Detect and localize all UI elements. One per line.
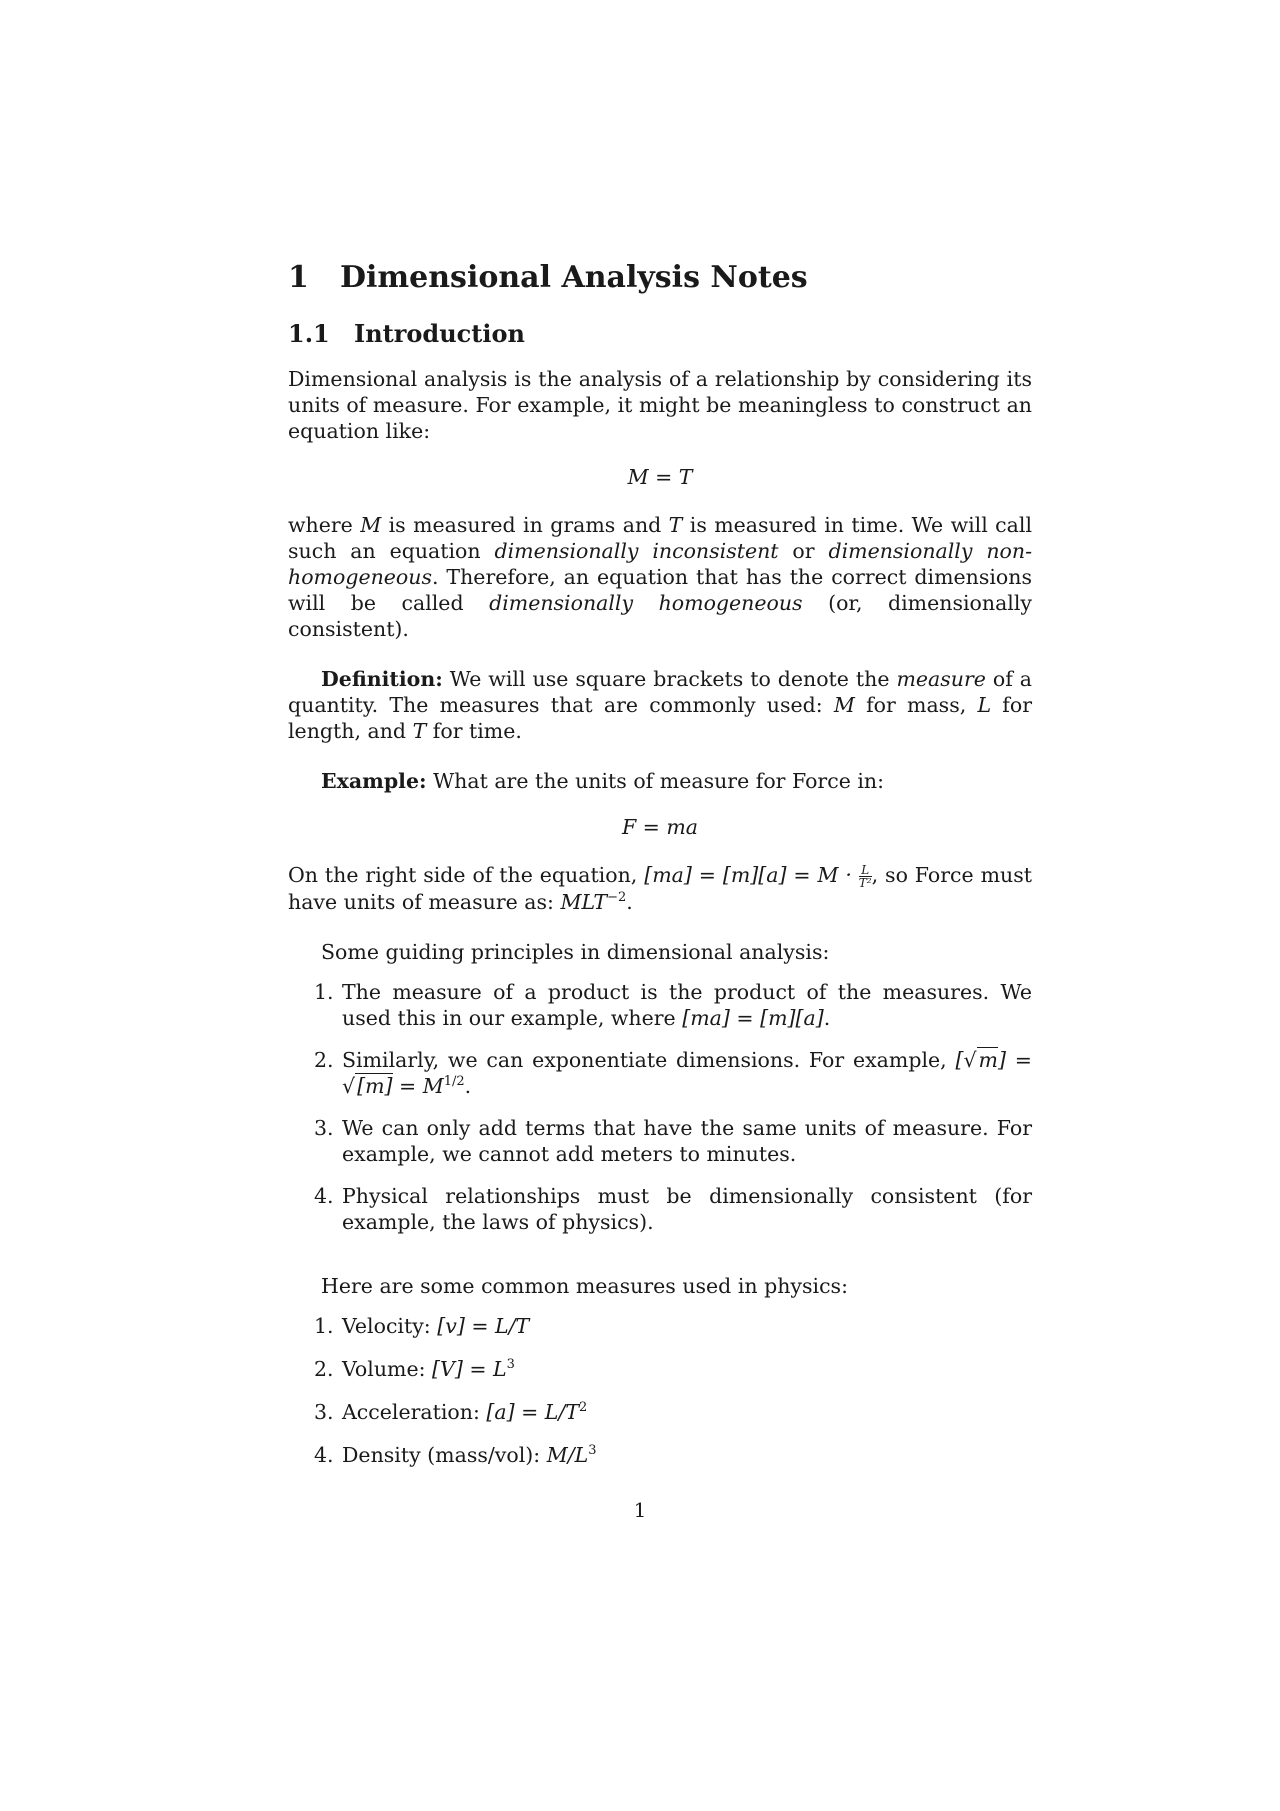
list-item: 2. Volume: $[V] = L^3$ (314, 1357, 515, 1381)
list-item: 2. Similarly, we can exponentiate dimensions. For example, $[√m] = √[m] = M^{1/2}$. (314, 1048, 1032, 1098)
section-title: Dimensional Analysis Notes (340, 260, 808, 295)
measures-intro: Here are some common measures used in physics: (321, 1274, 848, 1298)
subsection-heading (288, 318, 1032, 350)
equation-m-equals-t: M = T (627, 465, 693, 489)
list-item: 4. Physical relationships must be dimensionally consistent (for example, the laws of physics). (314, 1184, 1032, 1234)
list-item: 4. Density (mass/vol): $M/L^3$ (314, 1443, 597, 1467)
principles-intro: Some guiding principles in dimensional analysis: (321, 940, 830, 964)
section-number: 1 (288, 260, 309, 295)
inconsistency-paragraph: where M is measured in grams and T is measured in time. We will call such an equation dimensionally inconsistent or dimensionally non-homogeneous. Therefore, an equation that has the correct dimensions will be called dimensionally homogeneous (or, dimensionally consistent). (288, 513, 1032, 641)
force-units-paragraph: On the right side of the equation, [ma] = [m][a] = M · $\frac{L}{\text{T²}}$ , so Force must have units of measure as: $MLT^{-2}$. (288, 863, 1032, 914)
example-paragraph: Example: What are the units of measure for Force in: (321, 769, 885, 793)
measures-list (288, 1313, 1032, 1468)
list-item: 3. We can only add terms that have the same units of measure. For example, we cannot add meters to minutes. (314, 1116, 1032, 1166)
section-heading (288, 258, 1032, 298)
subsection-number: 1.1 (288, 319, 330, 348)
page-number: 1 (633, 1498, 647, 1522)
list-item: 1. The measure of a product is the product of the measures. We used this in our example, where [ma] = [m][a]. (314, 980, 1032, 1030)
document-body (288, 258, 1032, 1485)
example-label: Example: (321, 769, 427, 793)
equation-f-equals-ma: F = ma (621, 815, 699, 839)
fraction-l-over-t2: $\frac{L}{\text{T²}}$ (858, 863, 872, 890)
intro-paragraph: Dimensional analysis is the analysis of a relationship by considering its units of measure. For example, it might be meaningless to construct an equation like: (288, 367, 1032, 443)
list-item: 1. Velocity: [v] = L/T (314, 1314, 530, 1338)
list-item: 3. Acceleration: $[a] = L/T^2$ (314, 1400, 588, 1424)
principles-list (288, 979, 1032, 1235)
subsection-title: Introduction (354, 319, 525, 348)
definition-label: Definition: (321, 667, 443, 691)
definition-paragraph: Definition: We will use square brackets to denote the measure of a quantity. The measures that are commonly used: M for mass, L for length, and T for time. (288, 667, 1033, 743)
